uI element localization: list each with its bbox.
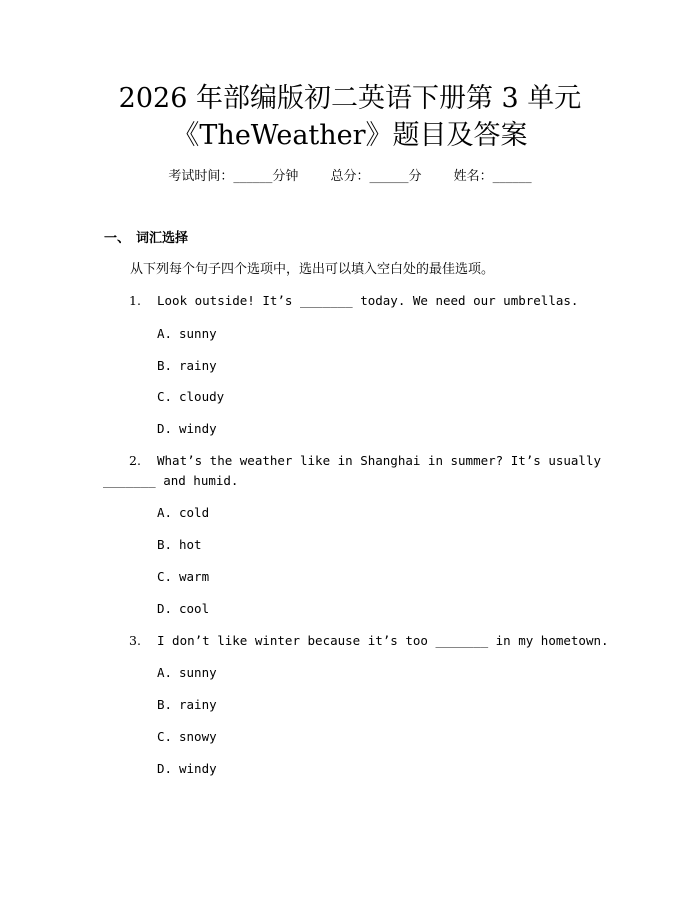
- section-instruction: 从下列每个句子四个选项中，选出可以填入空白处的最佳选项。: [130, 262, 495, 277]
- question-3: [129, 631, 609, 651]
- option-text: cold: [179, 505, 210, 520]
- section-title: 词汇选择: [136, 231, 189, 246]
- option-letter: D.: [157, 421, 173, 436]
- option-text: sunny: [179, 665, 217, 680]
- question-2: [129, 451, 601, 471]
- document-title-line-1: 2026 年部编版初二英语下册第 3 单元: [118, 83, 582, 114]
- option-text: cloudy: [179, 389, 225, 404]
- document-title-line-2: 《TheWeather》题目及答案: [172, 120, 528, 151]
- option-letter: C.: [157, 569, 173, 584]
- option-text: hot: [179, 537, 202, 552]
- option-2b: [157, 535, 202, 555]
- option-3d: [157, 759, 217, 779]
- student-name-field: 姓名：______: [453, 169, 532, 184]
- option-text: cool: [179, 601, 210, 616]
- option-text: snowy: [179, 729, 217, 744]
- question-text: What’s the weather like in Shanghai in summer? It’s usually: [157, 453, 602, 468]
- question-text: Look outside! It’s _______ today. We need our umbrellas.: [157, 293, 579, 308]
- question-2-continuation: _______ and humid.: [103, 473, 239, 488]
- exam-time-field: 考试时间：______分钟: [168, 169, 299, 184]
- option-letter: A.: [157, 505, 173, 520]
- option-1b: [157, 356, 217, 376]
- option-letter: B.: [157, 697, 173, 712]
- question-number: 2.: [129, 453, 141, 468]
- option-3a: [157, 663, 217, 683]
- option-letter: A.: [157, 326, 173, 341]
- option-letter: D.: [157, 601, 173, 616]
- option-text: windy: [179, 421, 217, 436]
- option-3c: [157, 727, 217, 747]
- option-text: windy: [179, 761, 217, 776]
- section-heading: [104, 230, 188, 248]
- question-number: 1.: [129, 293, 141, 308]
- section-number: 一、: [104, 231, 131, 246]
- option-text: warm: [179, 569, 210, 584]
- option-2a: [157, 503, 209, 523]
- question-text: I don’t like winter because it’s too _______ in my hometown.: [157, 633, 609, 648]
- option-1d: [157, 419, 217, 439]
- exam-meta: [0, 168, 700, 186]
- option-2d: [157, 599, 209, 619]
- option-letter: A.: [157, 665, 173, 680]
- option-text: rainy: [179, 358, 217, 373]
- option-letter: B.: [157, 358, 173, 373]
- option-letter: C.: [157, 389, 173, 404]
- option-letter: C.: [157, 729, 173, 744]
- option-letter: B.: [157, 537, 173, 552]
- option-1a: [157, 324, 217, 344]
- total-score-field: 总分：______分: [330, 169, 422, 184]
- option-text: rainy: [179, 697, 217, 712]
- option-text: sunny: [179, 326, 217, 341]
- option-letter: D.: [157, 761, 173, 776]
- question-1: [129, 291, 578, 311]
- question-number: 3.: [129, 633, 141, 648]
- option-2c: [157, 567, 209, 587]
- option-1c: [157, 387, 224, 407]
- option-3b: [157, 695, 217, 715]
